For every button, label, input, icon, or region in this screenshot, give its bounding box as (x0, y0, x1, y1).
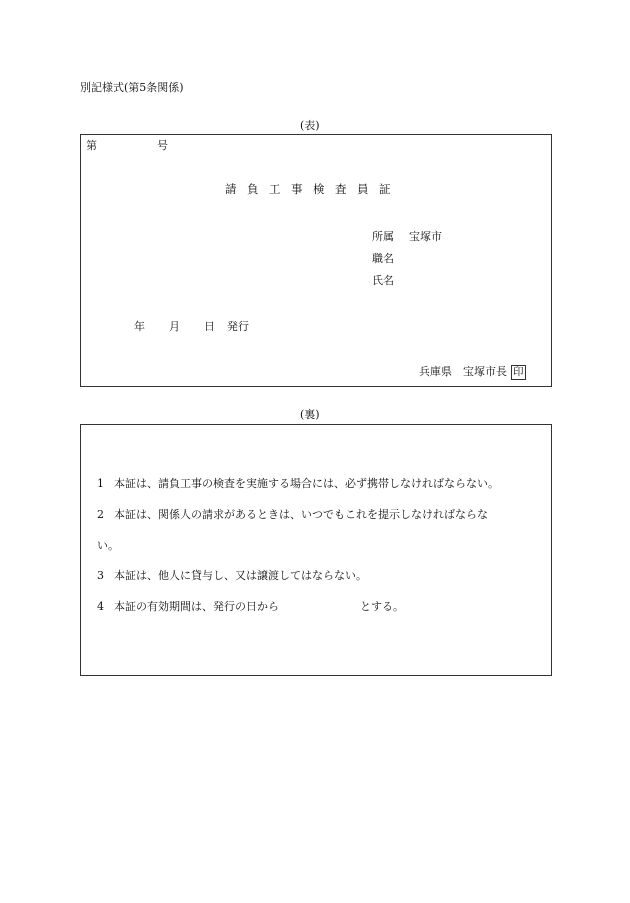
clause-number: 1 (97, 477, 104, 490)
clause-text: 本証は、関係人の請求があるときは、いつでもこれを提示しなければならな (114, 508, 488, 521)
seal-mark: 印 (513, 366, 524, 378)
position-label: 職名 (372, 252, 394, 265)
clause-text: 本証は、請負工事の検査を実施する場合には、必ず携帯しなければならない。 (114, 477, 499, 490)
title-char: 証 (379, 182, 391, 196)
title-char: 負 (247, 182, 259, 196)
clause-continuation: い。 (97, 539, 119, 552)
title-char: 査 (335, 182, 347, 196)
title-char: 検 (313, 182, 325, 196)
clause-number: 4 (97, 600, 104, 613)
form-label: 別記様式(第5条関係) (80, 81, 184, 94)
clause-number: 3 (97, 569, 104, 582)
back-section-label: (裏) (300, 408, 320, 421)
clause-text: 本証は、他人に貸与し、又は譲渡してはならない。 (114, 569, 367, 582)
number-suffix: 号 (157, 139, 168, 152)
number-prefix: 第 (86, 139, 97, 152)
date-year: 年 (134, 320, 145, 333)
title-char: 事 (291, 182, 303, 196)
issuer-prefecture: 兵庫県 (419, 365, 452, 378)
front-section-label: (表) (300, 119, 320, 132)
back-card (80, 424, 552, 676)
clause-tail: とする。 (360, 600, 404, 613)
clause-text: 本証の有効期間は、発行の日から (114, 600, 279, 613)
issuer-mayor: 宝塚市長 (463, 365, 507, 378)
affiliation-label: 所属 (372, 230, 394, 243)
title-char: 工 (269, 182, 281, 196)
date-month: 月 (169, 320, 180, 333)
title-char: 員 (357, 182, 369, 196)
date-issued: 発行 (227, 320, 249, 333)
affiliation-value: 宝塚市 (409, 230, 442, 243)
name-label: 氏名 (372, 274, 394, 287)
clause-number: 2 (97, 508, 104, 521)
issuer-line (419, 365, 526, 380)
date-day: 日 (204, 320, 215, 333)
front-card (80, 134, 552, 387)
title-char: 請 (225, 182, 237, 196)
